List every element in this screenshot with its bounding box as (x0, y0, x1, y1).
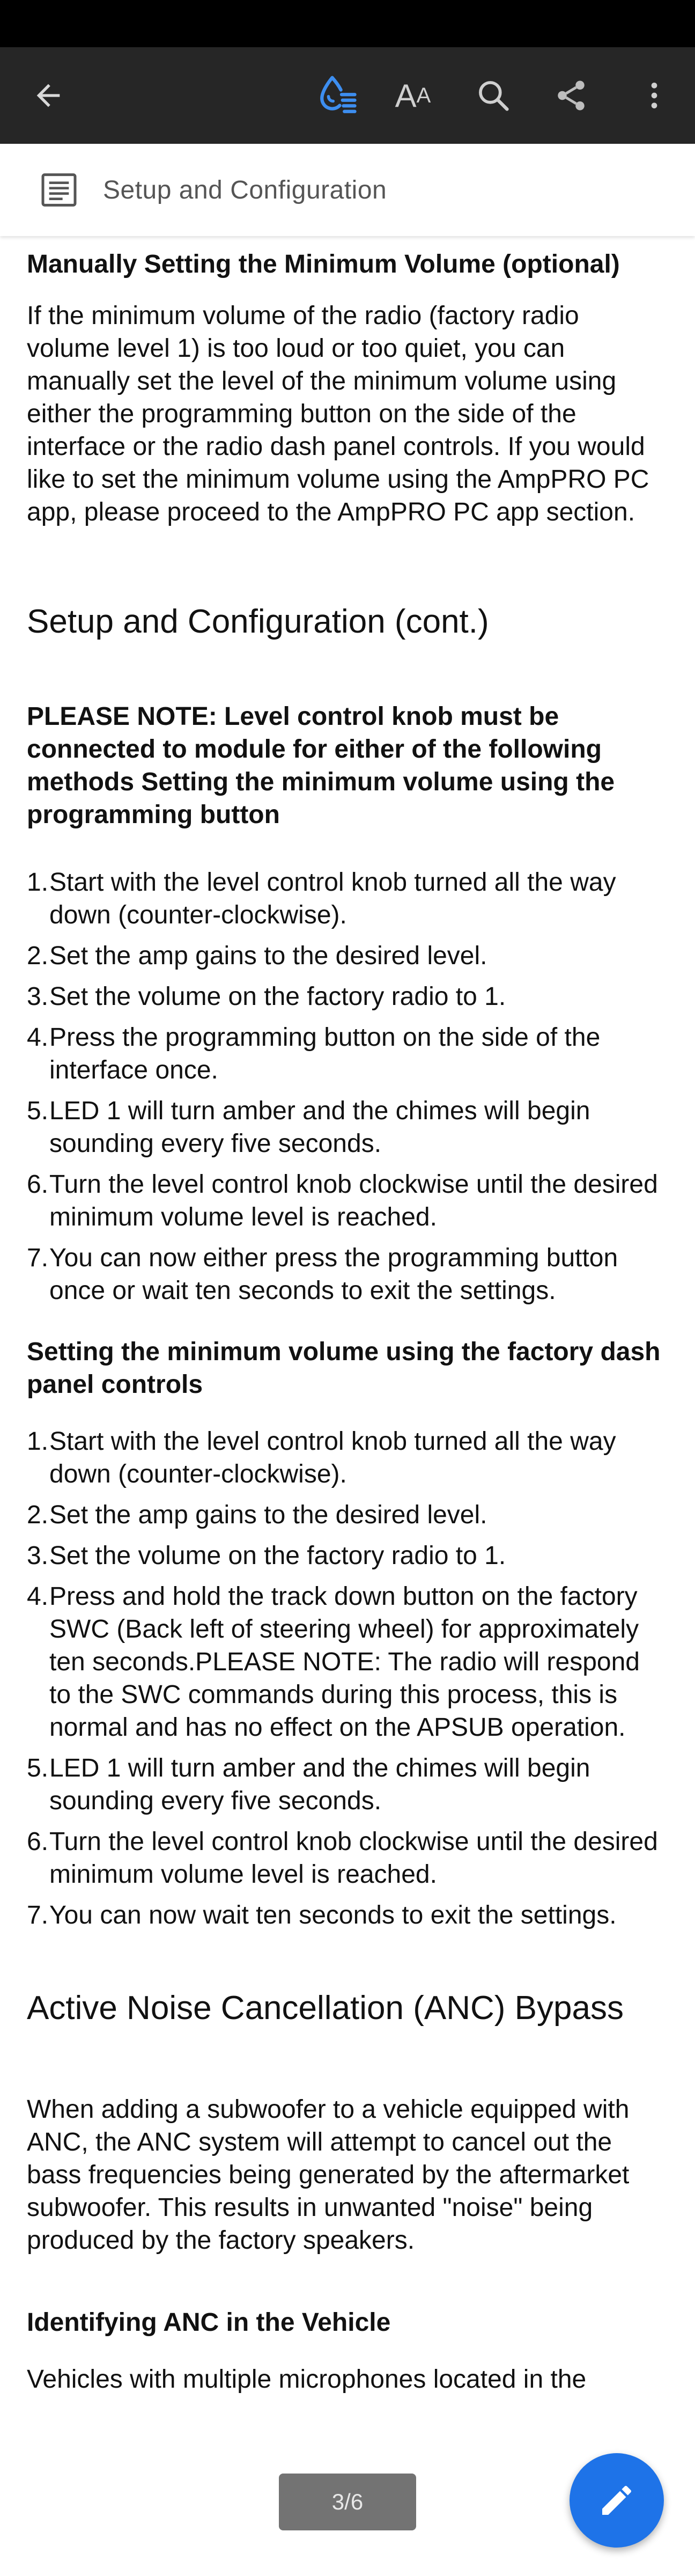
list-item-number: 3. (27, 982, 49, 1011)
heading-identifying-anc: Identifying ANC in the Vehicle (27, 2308, 391, 2337)
list-item-number: 6. (27, 1828, 49, 1856)
toc-icon (38, 168, 80, 211)
back-button[interactable] (16, 47, 80, 144)
list-item (27, 1899, 668, 1932)
programming-button-steps (27, 866, 668, 1307)
list-item-number: 1. (27, 1427, 49, 1456)
list-item-text: Turn the level control knob clockwise until the desired minimum volume level is reached. (49, 1828, 658, 1889)
more-options-button[interactable] (622, 47, 686, 144)
list-item-number: 5. (27, 1097, 49, 1125)
document-content (27, 236, 668, 2396)
text-size-small-glyph: A (416, 83, 431, 107)
status-bar (0, 0, 695, 47)
heading-minimum-volume: Manually Setting the Minimum Volume (optional) (27, 250, 620, 278)
list-item-text: You can now either press the programming button once or wait ten seconds to exit the settings. (49, 1244, 618, 1305)
list-item (27, 1425, 668, 1491)
list-item-number: 2. (27, 1501, 49, 1529)
note-level-control-knob: PLEASE NOTE: Level control knob must be connected to module for either of the following methods Setting the minimum volume using the programming button (27, 702, 615, 829)
list-item-text: Set the amp gains to the desired level. (49, 1501, 487, 1529)
list-item (27, 1752, 668, 1817)
list-item-text: LED 1 will turn amber and the chimes will begin sounding every five seconds. (49, 1097, 590, 1158)
list-item (27, 1499, 668, 1531)
list-item (27, 866, 668, 931)
paragraph-anc-bypass: When adding a subwoofer to a vehicle equipped with ANC, the ANC system will attempt to cancel out the bass frequencies being generated by the aftermarket subwoofer. This results in unwanted "noise" being produced by the factory speakers. (27, 2095, 630, 2255)
list-item (27, 1539, 668, 1572)
liquid-mode-icon (315, 73, 360, 118)
list-item (27, 1168, 668, 1234)
paragraph-identifying-anc: Vehicles with multiple microphones located in the (27, 2365, 587, 2394)
table-of-contents-bar[interactable] (0, 144, 695, 236)
list-item-text: Press the programming button on the side of the interface once. (49, 1023, 601, 1084)
more-vertical-icon (637, 78, 671, 113)
edit-fab-button[interactable] (570, 2453, 664, 2548)
list-item-number: 4. (27, 1582, 49, 1611)
list-item (27, 980, 668, 1013)
search-icon (475, 77, 512, 114)
list-item-text: Turn the level control knob clockwise until the desired minimum volume level is reached. (49, 1170, 658, 1231)
list-item-text: LED 1 will turn amber and the chimes will begin sounding every five seconds. (49, 1754, 590, 1815)
toc-section-title: Setup and Configuration (103, 175, 387, 204)
share-button[interactable] (539, 47, 603, 144)
pencil-icon (597, 2481, 636, 2520)
list-item-text: Press and hold the track down button on the factory SWC (Back left of steering wheel) for approximately ten seconds.PLEASE NOTE: The radio will respond to the SWC commands during this process, this is normal and has no effect on the APSUB operation. (49, 1582, 640, 1742)
list-item (27, 940, 668, 972)
list-item-number: 2. (27, 942, 49, 970)
paragraph-minimum-volume: If the minimum volume of the radio (factory radio volume level 1) is too loud or too quiet, you can manually set the level of the minimum volume using either the programming button on the side of the interface or the radio dash panel controls. If you would like to set the minimum volume using the AmpPRO PC app, please proceed to the AmpPRO PC app section. (27, 302, 649, 526)
app-toolbar (0, 47, 695, 144)
list-item (27, 1021, 668, 1087)
list-item (27, 1825, 668, 1891)
section-heading-setup-cont: Setup and Configuration (cont.) (27, 603, 489, 640)
dash-panel-steps (27, 1425, 668, 1932)
list-item-number: 5. (27, 1754, 49, 1782)
list-item-text: Start with the level control knob turned all the way down (counter-clockwise). (49, 1427, 616, 1488)
heading-dash-panel: Setting the minimum volume using the factory dash panel controls (27, 1338, 661, 1399)
text-size-button[interactable] (381, 47, 445, 144)
page-indicator: 3/6 (279, 2474, 416, 2530)
list-item-text: Set the volume on the factory radio to 1. (49, 982, 506, 1011)
arrow-left-icon (31, 78, 65, 113)
list-item-text: Set the amp gains to the desired level. (49, 942, 487, 970)
liquid-mode-button[interactable] (306, 47, 370, 144)
list-item-text: You can now wait ten seconds to exit the settings. (49, 1901, 617, 1929)
list-item (27, 1095, 668, 1160)
list-item-text: Start with the level control knob turned all the way down (counter-clockwise). (49, 868, 616, 929)
text-size-large-glyph: A (395, 77, 417, 114)
list-item-number: 1. (27, 868, 49, 897)
list-item (27, 1580, 668, 1744)
section-heading-anc-bypass: Active Noise Cancellation (ANC) Bypass (27, 1990, 624, 2027)
list-item-number: 6. (27, 1170, 49, 1199)
list-item-number: 3. (27, 1542, 49, 1570)
list-item-number: 7. (27, 1244, 49, 1272)
list-item-text: Set the volume on the factory radio to 1. (49, 1542, 506, 1570)
list-item-number: 4. (27, 1023, 49, 1052)
search-button[interactable] (461, 47, 526, 144)
share-icon (553, 78, 589, 113)
list-item (27, 1242, 668, 1307)
list-item-number: 7. (27, 1901, 49, 1929)
